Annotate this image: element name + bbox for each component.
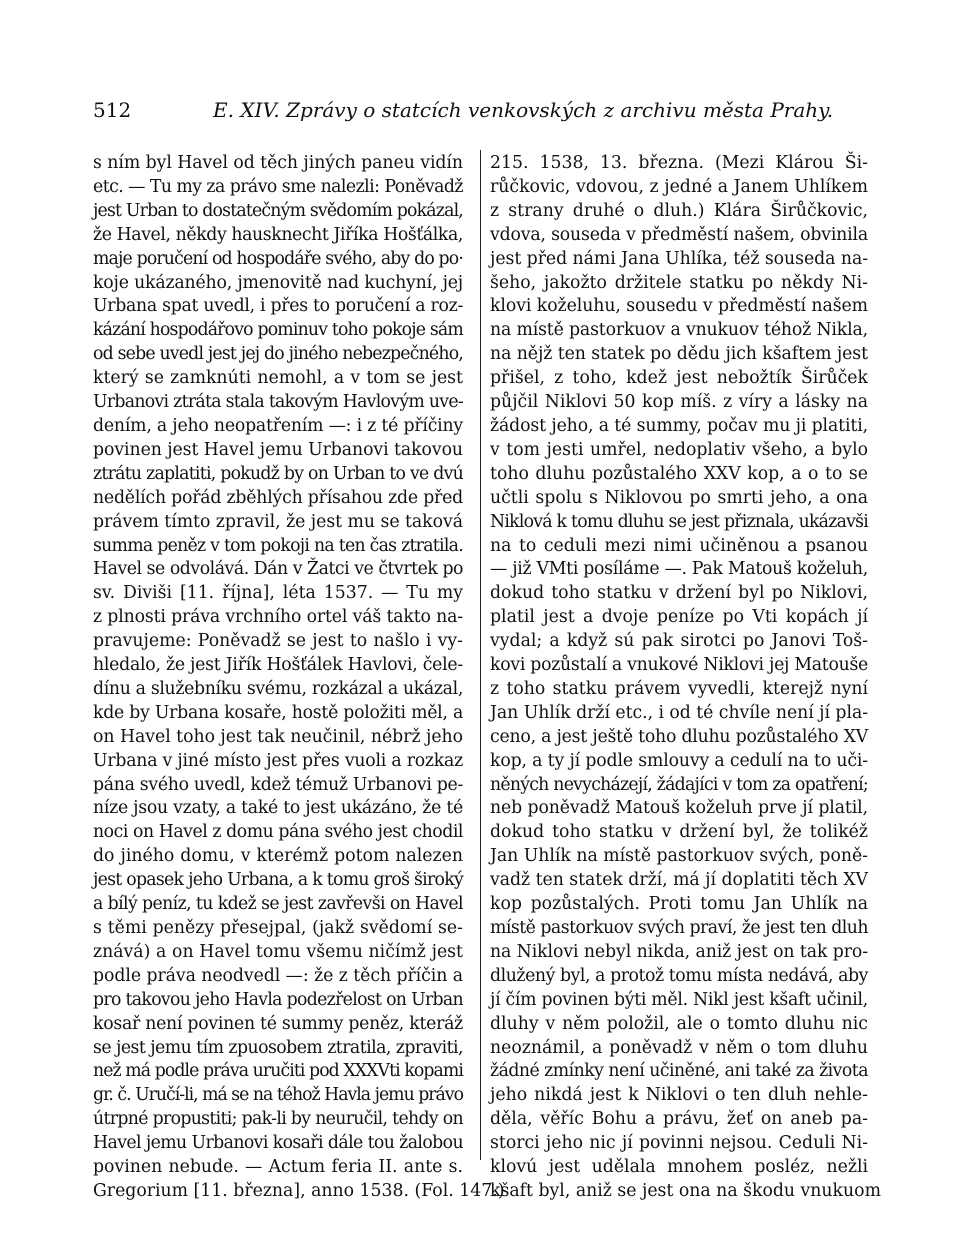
text-line: s ním byl Havel od těch jiných paneu vidín [93,153,463,173]
text-line: Urbana spat uvedl, i přes to poručení a roz- [93,296,463,317]
text-line: od sebe uvedl jest jej do jiného nebezpečného, [93,344,463,365]
text-line: dokud toho statku v držení byl po Niklovi, [490,583,868,604]
text-line: Urbanovi ztráta stala takovým Havlovým uve- [93,392,463,413]
text-line: dluhy v něm položil, ale o tomto dluhu nic [490,1013,868,1034]
right-column [490,152,881,1204]
text-line: ceno, a jest ještě toho dluhu pozůstalého XV [490,726,868,747]
text-line: Gregorium [11. března], anno 1538. (Fol. 147.) [93,1180,505,1201]
text-line: on Havel toho jest tak neučinil, nébrž jeho [93,726,463,747]
text-line: summa peněz v tom pokoji na ten čas ztratila. [93,535,463,556]
text-line: učtli spolu s Niklovou po smrti jeho, a ona [490,487,868,508]
text-line: platil jest a dvoje peníze po Vti kopách jí [490,607,868,628]
text-line: dínu a služebníku svému, rozkázal a ukázal, [93,678,463,699]
text-line: kosař není povinen té summy peněz, kteráž [93,1013,463,1034]
text-line: na místě pastorkuov a vnukuov téhož Nikla, [490,320,868,341]
text-line: půjčil Niklovi 50 kop míš. z víry a lásky na [490,392,868,413]
text-line: kovi pozůstalí a vnukové Niklovi jej Matouše [490,655,868,676]
text-line: Urbana v jiné místo jest přes vuoli a rozkaz [93,750,463,771]
text-line: pro takovou jeho Havla podezřelost on Urban [93,989,463,1010]
text-line: žádné zmínky není učiněné, ani také za života [490,1061,869,1082]
text-line: dlužený byl, a protož tomu místa nedává, aby [490,965,868,986]
text-line: z toho statku právem vyvedli, kterejž nyní [490,678,868,699]
text-line: pána svého uvedl, kdež témuž Urbanovi pe- [93,774,463,795]
text-line: kop, a ty jí podle smlouvy a cedulí na to uči- [490,750,868,771]
text-line: že Havel, někdy hausknecht Jiříka Hošťálka, [93,224,463,245]
text-line: Havel se odvolává. Dán v Žatci ve čtvrtek po [93,559,463,580]
text-line: pravujeme: Poněvadž se jest to našlo i vy- [93,631,463,652]
text-line: ztrátu zaplatiti, pokudž by on Urban to ve dvú [93,463,464,484]
text-line: který se zamknúti nemohl, a v tom se jest [93,368,463,389]
left-column [93,152,505,1204]
text-line: na nějž ten statek po dědu jich kšaftem jest [490,344,868,365]
text-line: Havel jemu Urbanovi kosaři dále tou žalobou [93,1133,463,1154]
text-line: jeho nikdá jest k Niklovi o ten dluh nehle- [490,1085,868,1106]
text-line: maje poručení od hospodáře svého, aby do po· [93,248,463,269]
text-line: kde by Urbana kosaře, hostě položiti měl, a [93,702,463,723]
text-line: etc. — Tu my za právo sme nalezli: Poněvadž [93,176,463,197]
text-line: níze jsou vzaty, a také to jest ukázáno, že té [93,798,463,819]
text-line: kázání hospodářovo pominuv toho pokoje sám [93,320,463,341]
text-line: storci jeho nic jí povinni nejsou. Ceduli Ni- [490,1133,868,1154]
text-line: jest před námi Jana Uhlíka, též souseda na- [490,248,868,269]
text-line: kop pozůstalých. Proti tomu Jan Uhlík na [490,894,868,915]
text-line: do jiného domu, v kterémž potom nalezen [93,846,463,867]
text-line: děla, věříc Bohu a právu, žeť on aneb pa- [490,1109,868,1130]
text-line: jest Urban to dostatečným svědomím pokázal, [93,200,463,221]
text-line: místě pastorkuov svých praví, že jest ten dluh [490,918,868,938]
text-line: útrpné propustiti; pak-li by neuručil, tehdy on [93,1109,463,1130]
text-line: koje ukázaného, jmenovitě nad kuchyní, jej [93,272,463,293]
text-line: Jan Uhlík na místě pastorkuov svých, poně- [490,846,868,867]
text-line: 215. 1538, 13. března. (Mezi Klárou Ši- [490,153,868,173]
text-line: žádost jeho, a té summy, počav mu ji platiti, [490,415,868,436]
running-head: E. XIV. Zprávy o statcích venkovských z archivu města Prahy. [213,98,834,122]
text-line: klovú jest udělala mnohem posléz, nežli [490,1157,868,1178]
text-line: neb poněvadž Matouš koželuh prve jí platil, [490,798,868,819]
page-header [93,98,893,128]
text-line: — již VMti posíláme —. Pak Matouš koželuh, [490,559,868,580]
column-divider [480,150,481,1160]
text-line: sv. Diviši [11. října], léta 1537. — Tu my [93,583,463,604]
text-line: v tom jesti umřel, nedoplativ všeho, a bylo [490,439,868,460]
text-line: hledalo, že jest Jiřík Hošťálek Havlovi, čele- [93,655,463,676]
text-line: povinen jest Havel jemu Urbanovi takovou [93,439,463,460]
text-line: noci on Havel z domu pána svého jest chodil [93,822,463,843]
text-line: přišel, z toho, kdež jest nebožtík Širůček [490,368,868,389]
text-line: Jan Uhlík drží etc., i od té chvíle není jí pla- [490,702,868,723]
text-line: z strany druhé o dluh.) Klára Širůčkovic, [490,200,868,221]
text-line: růčkovic, vdovou, z jedné a Janem Uhlíkem [490,176,868,197]
text-line: právem tímto zpravil, že jest mu se taková [93,511,463,532]
text-line: než má podle práva uručiti pod XXXVti kopami [93,1061,463,1082]
text-line: dením, a jeho neopatřením —: i z té příčiny [93,415,463,436]
text-line: povinen nebude. — Actum feria II. ante s. [93,1157,463,1178]
text-line: gr. č. Uručí-li, má se na téhož Havla jemu právo [93,1085,463,1106]
text-line: vadž ten statek drží, má jí doplatiti těch XV [490,870,868,891]
text-line: jest opasek jeho Urbana, a k tomu groš široký [93,870,463,891]
page-number: 512 [93,98,132,122]
text-line: nedělích pořád zběhlých přísahou zde před [93,487,463,508]
text-line: z plnosti práva vrchního ortel váš takto na- [93,607,463,628]
text-line: a bílý peníz, tu kdež se jest zavřevši on Havel [93,894,463,915]
text-line: kšaft byl, aniž se jest ona na škodu vnukuom [490,1180,881,1201]
text-line: na Niklovi nebyl nikda, aniž jest on tak pro- [490,941,868,962]
text-line: dokud toho statku v držení byl, že tolikéž [490,822,868,843]
text-line: neoznámil, a poněvadž v něm o tom dluhu [490,1037,868,1058]
text-line: na to ceduli mezi nimi učiněnou a psanou [490,535,868,556]
text-line: vdova, souseda v předměstí našem, obvinila [490,224,868,245]
text-line: klovi koželuhu, sousedu v předměstí našem [490,296,868,317]
text-line: šeho, jakožto držitele statku po někdy Ni- [490,272,868,293]
text-line: něných nevycházejí, žádajíci v tom za opatření; [490,774,868,795]
text-line: vydal; a když sú pak sirotci po Janovi Toš- [490,631,868,652]
text-line: Niklová k tomu dluhu se jest přiznala, ukázavši [490,511,868,532]
text-line: toho dluhu pozůstalého XXV kop, a o to se [490,463,868,484]
text-line: podle práva neodvedl —: že z těch příčin a [93,965,463,986]
text-line: jí čím povinen býti měl. Nikl jest kšaft učinil, [490,989,868,1010]
text-line: s těmi penězy přesejpal, (jakž svědomí se- [93,918,463,938]
text-line: znává) a on Havel tomu všemu ničímž jest [93,941,463,962]
text-line: se jest jemu tím zpuosobem ztratila, zpraviti, [93,1037,463,1058]
